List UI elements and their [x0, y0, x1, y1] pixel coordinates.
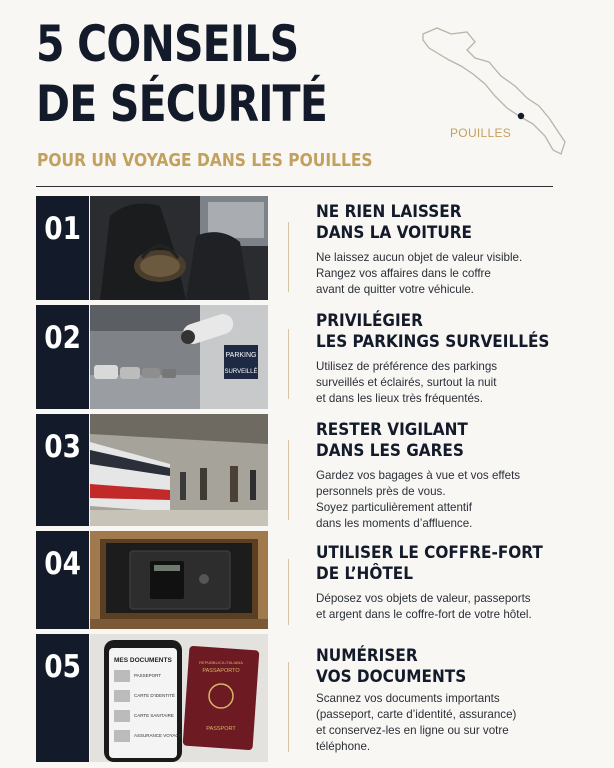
- car-interior-image: [90, 196, 268, 300]
- tip-04: [36, 531, 556, 629]
- tip-title: UTILISER LE COFFRE-FORT DE L’HÔTEL: [316, 543, 543, 584]
- apulia-map-icon: [415, 24, 575, 164]
- divider: [36, 186, 553, 187]
- phone-item: CARTE SANITAIRE: [134, 713, 174, 718]
- separator-line: [288, 440, 289, 520]
- page-subtitle: POUR UN VOYAGE DANS LES POUILLES: [37, 150, 373, 171]
- phone-item: PASSEPORT: [134, 673, 162, 678]
- phone-header: MES DOCUMENTS: [114, 657, 172, 664]
- tip-title: NE RIEN LAISSER DANS LA VOITURE: [316, 202, 472, 243]
- tip-title: NUMÉRISER VOS DOCUMENTS: [316, 646, 467, 687]
- tip-03: [36, 414, 556, 530]
- tip-number: 01: [36, 196, 89, 300]
- tip-text: Utilisez de préférence des parkings surveillés et éclairés, surtout la nuit et dans les lieux très fréquentés.: [316, 360, 498, 405]
- sign-text: SURVEILLÉ: [224, 369, 258, 375]
- tip-text: Ne laissez aucun objet de valeur visible. Rangez vos affaires dans le coffre avant de quitter votre véhicule.: [316, 251, 523, 296]
- tip-text: Déposez vos objets de valeur, passeports et argent dans le coffre-fort de votre hôtel.: [316, 592, 532, 621]
- hotel-safe-image: [90, 531, 268, 629]
- tip-title: RESTER VIGILANT DANS LES GARES: [316, 420, 468, 461]
- tip-number: 03: [36, 414, 89, 526]
- passport-bottom: PASSPORT: [206, 726, 236, 732]
- separator-line: [288, 662, 289, 752]
- tip-02: [36, 305, 556, 409]
- train-station-image: [90, 414, 268, 526]
- parking-garage-image: [90, 305, 268, 409]
- phone-item: ASSURANCE VOYAGE: [134, 733, 182, 738]
- tip-05: [36, 634, 556, 762]
- tip-number: 05: [36, 634, 89, 762]
- title-line-2: DE SÉCURITÉ: [36, 75, 328, 133]
- passport-top: REPUBBLICA ITALIANA: [199, 660, 243, 665]
- separator-line: [288, 222, 289, 292]
- map-label: POUILLES: [450, 126, 512, 140]
- passport-word: PASSAPORTO: [202, 668, 240, 674]
- sign-text: PARKING: [225, 352, 257, 359]
- title-line-1: 5 CONSEILS: [36, 15, 299, 73]
- tip-title: PRIVILÉGIER LES PARKINGS SURVEILLÉS: [316, 311, 550, 352]
- tip-01: [36, 196, 556, 300]
- phone-item: CARTE D'IDENTITÉ: [134, 693, 176, 698]
- tip-number: 04: [36, 531, 89, 629]
- page-title: [36, 14, 327, 134]
- documents-image: [90, 634, 268, 762]
- tip-text: Gardez vos bagages à vue et vos effets personnels près de vous. Soyez particulièrement attentif dans les moments d’affluence.: [316, 469, 521, 530]
- separator-line: [288, 559, 289, 625]
- tip-number: 02: [36, 305, 89, 409]
- tip-text: Scannez vos documents importants (passeport, carte d’identité, assurance) et conservez-les en ligne ou sur votre téléphone.: [316, 692, 517, 753]
- separator-line: [288, 329, 289, 399]
